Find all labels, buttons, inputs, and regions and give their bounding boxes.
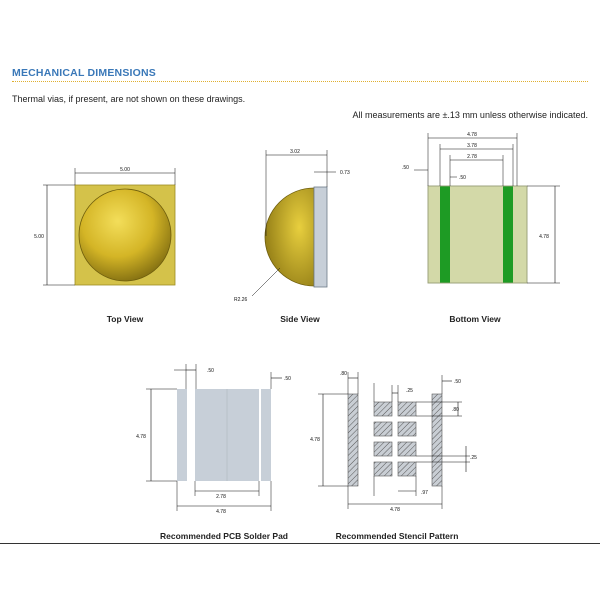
bottom-view bbox=[402, 132, 560, 283]
dim-stencil-cell: .80 bbox=[452, 407, 459, 413]
caption-stencil: Recommended Stencil Pattern bbox=[335, 531, 459, 541]
dim-top-width: 5.00 bbox=[120, 167, 130, 173]
side-view bbox=[234, 149, 350, 303]
top-view bbox=[34, 167, 175, 285]
stencil-cell bbox=[398, 402, 416, 416]
dim-bottom-inner: 2.78 bbox=[467, 154, 477, 160]
dim-pad-height: 4.78 bbox=[136, 434, 146, 440]
dim-pad-total: 4.78 bbox=[216, 509, 226, 515]
stencil-cell bbox=[398, 462, 416, 476]
stencil-cell bbox=[374, 402, 392, 416]
pcb-solder-pad bbox=[136, 364, 291, 515]
section-title: MECHANICAL DIMENSIONS bbox=[12, 67, 157, 79]
side-substrate bbox=[314, 187, 327, 287]
dim-side-base: 0.73 bbox=[340, 170, 350, 176]
stencil-cell bbox=[374, 462, 392, 476]
dim-stencil-block: .97 bbox=[421, 490, 428, 496]
dim-stencil-total: 4.78 bbox=[390, 507, 400, 513]
dim-stencil-gap: .25 bbox=[406, 388, 413, 394]
dim-top-height: 5.00 bbox=[34, 234, 44, 240]
dim-bottom-height: 4.78 bbox=[539, 234, 549, 240]
dim-bottom-pad-left: .50 bbox=[402, 165, 409, 171]
stencil-strip-right bbox=[432, 394, 442, 486]
dim-bottom-mid: 3.78 bbox=[467, 143, 477, 149]
dim-pad-right: .50 bbox=[284, 376, 291, 382]
solder-pad-left bbox=[177, 389, 187, 481]
thermal-vias-note: Thermal vias, if present, are not shown on these drawings. bbox=[12, 94, 246, 104]
stencil-strip-left bbox=[348, 394, 358, 486]
tolerance-note: All measurements are ±.13 mm unless otherwise indicated. bbox=[352, 110, 588, 120]
stencil-pattern bbox=[310, 371, 477, 513]
caption-top-view: Top View bbox=[106, 314, 144, 324]
caption-side-view: Side View bbox=[280, 314, 320, 324]
caption-solder-pad: Recommended PCB Solder Pad bbox=[159, 531, 288, 541]
dim-stencil-left: .80 bbox=[340, 371, 347, 377]
side-dome bbox=[265, 188, 314, 286]
dim-stencil-vgap: .25 bbox=[470, 455, 477, 461]
stencil-cell bbox=[398, 422, 416, 436]
stencil-cell bbox=[374, 422, 392, 436]
dim-side-radius: R2.26 bbox=[234, 297, 248, 303]
electrode-left bbox=[440, 186, 450, 283]
stencil-cell bbox=[398, 442, 416, 456]
dim-pad-strip: .50 bbox=[207, 368, 214, 374]
dim-stencil-height: 4.78 bbox=[310, 437, 320, 443]
lens-dome bbox=[79, 189, 171, 281]
footer-rule bbox=[0, 543, 600, 544]
dim-bottom-total: 4.78 bbox=[467, 132, 477, 138]
dim-pad-inner: 2.78 bbox=[216, 494, 226, 500]
dim-bottom-pad-right: .50 bbox=[459, 175, 466, 181]
solder-pad-right bbox=[261, 389, 271, 481]
dim-stencil-right: .50 bbox=[454, 379, 461, 385]
stencil-cell bbox=[374, 442, 392, 456]
electrode-right bbox=[503, 186, 513, 283]
caption-bottom-view: Bottom View bbox=[449, 314, 501, 324]
dim-side-dome: 3.02 bbox=[290, 149, 300, 155]
